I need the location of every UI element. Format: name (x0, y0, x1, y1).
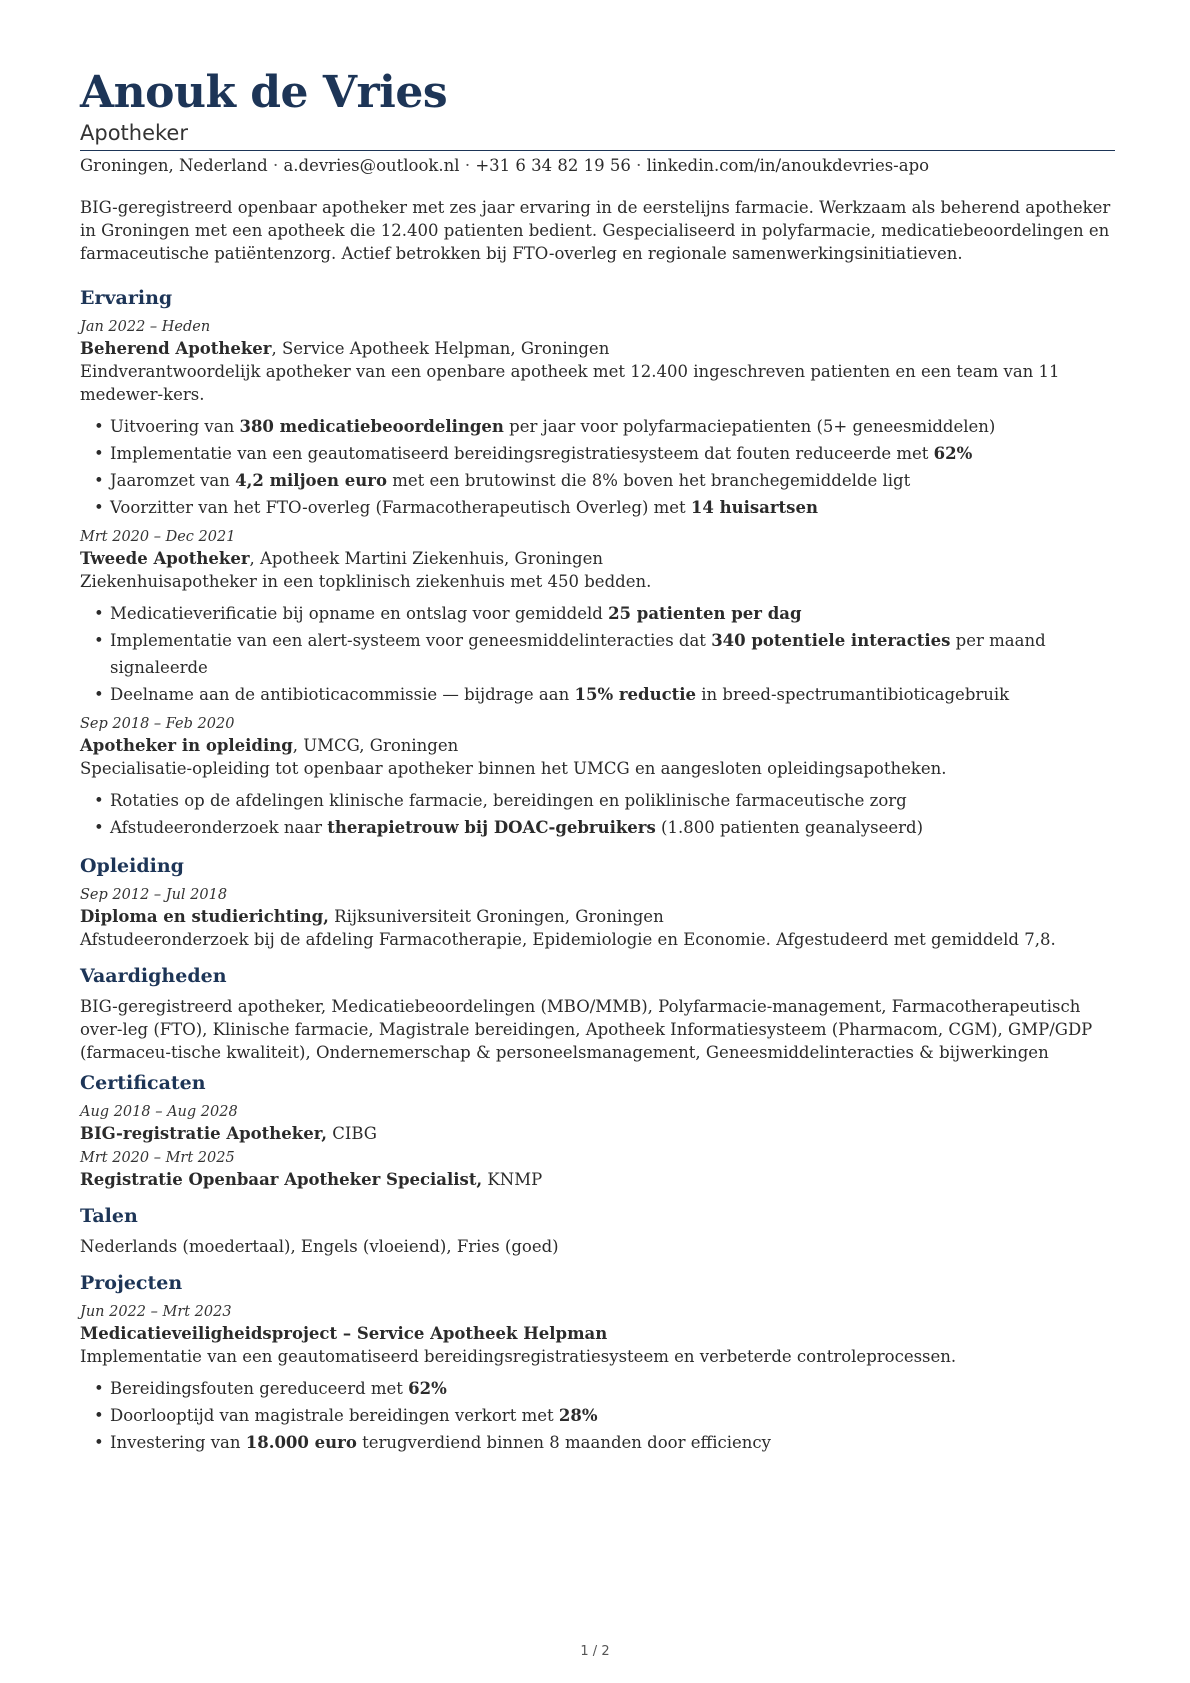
languages-section (80, 1203, 1115, 1258)
certificate-date: Mrt 2020 – Mrt 2025 (80, 1150, 235, 1166)
bullet-highlight: 4,2 miljoen euro (235, 471, 387, 490)
job-entry (80, 317, 1115, 521)
bullet-text: Afstudeeronderzoek naar (110, 818, 328, 837)
education-org: Rijksuniversiteit Groningen, Groningen (328, 907, 664, 926)
bullet-item (110, 627, 1115, 681)
job-bullets (80, 600, 1115, 708)
project-bullets (80, 1375, 1115, 1456)
bullet-highlight: 28% (558, 1406, 598, 1425)
contact-separator: · (464, 156, 471, 175)
education-title: Diploma en studierichting, (80, 907, 329, 926)
certificate-issuer: KNMP (482, 1170, 543, 1189)
bullet-item (110, 494, 1115, 521)
job-title-line (80, 734, 1115, 757)
job-org: , Service Apotheek Helpman, Groningen (271, 339, 610, 358)
bullet-highlight: 14 huisartsen (690, 498, 818, 517)
bullet-text: Investering van (110, 1433, 246, 1452)
certificate-issuer: CIBG (326, 1124, 377, 1143)
bullet-text: Implementatie van een alert-systeem voor geneesmiddelinteracties dat (110, 631, 712, 650)
contact-separator: · (636, 156, 642, 175)
bullet-text: Rotaties op de afdelingen klinische farmacie, bereidingen en poliklinische farmaceutische zorg (110, 791, 907, 810)
project-description: Implementatie van een geautomatiseerd bereidingsregistratiesysteem en verbeterde controleprocessen. (80, 1347, 957, 1366)
project-title: Medicatieveiligheidsproject – Service Apotheek Helpman (80, 1324, 608, 1343)
project-title-line (80, 1322, 1115, 1345)
bullet-highlight: 340 potentiele interacties (711, 631, 951, 650)
candidate-name: Anouk de Vries (80, 67, 448, 118)
bullet-text: Deelname aan de antibioticacommissie — bijdrage aan (110, 685, 575, 704)
job-title-line (80, 337, 1115, 360)
bullet-text: Bereidingsfouten gereduceerd met (110, 1379, 409, 1398)
job-date: Jan 2022 – Heden (80, 319, 211, 335)
contact-phone: +31 6 34 82 19 56 (475, 156, 631, 175)
contact-linkedin[interactable]: linkedin.com/in/anoukdevries-apo (646, 156, 930, 175)
candidate-role: Apotheker (80, 121, 188, 145)
bullet-text: Uitvoering van (110, 417, 240, 436)
bullet-text: (1.800 patienten geanalyseerd) (655, 818, 924, 837)
bullet-item (110, 1429, 1115, 1456)
header-divider (80, 150, 1115, 151)
bullet-text: terugverdiend binnen 8 maanden door efficiency (356, 1433, 771, 1452)
certificate-title: Registratie Openbaar Apotheker Specialist, (80, 1170, 483, 1189)
education-section (80, 853, 1115, 951)
bullet-text: Implementatie van een geautomatiseerd bereidingsregistratiesysteem dat fouten reduceerde met (110, 444, 934, 463)
bullet-highlight: 62% (933, 444, 973, 463)
bullet-highlight: 62% (408, 1379, 447, 1398)
languages-list: Nederlands (moedertaal), Engels (vloeiend), Fries (goed) (80, 1237, 559, 1256)
section-heading-experience: Ervaring (80, 287, 173, 309)
bullet-text: in breed-spectrumantibioticagebruik (696, 685, 1010, 704)
certificate-date: Aug 2018 – Aug 2028 (80, 1104, 238, 1120)
project-date: Jun 2022 – Mrt 2023 (80, 1304, 232, 1320)
projects-section (80, 1270, 1115, 1456)
bullet-text: Medicatieverificatie bij opname en ontslag voor gemiddeld (110, 604, 609, 623)
profile-summary: BIG-geregistreerd openbaar apotheker met zes jaar ervaring in de eerstelijns farmacie. Werkzaam als beherend apotheker in Groningen met een apotheek die 12.400 patienten bedient. Gespecialiseerd in polyfarmacie, medicatiebeoordelingen en farmaceutische patiëntenzorg. Actief betrokken bij FTO-overleg en regionale samenwerkingsinitiatieven. (80, 198, 1111, 263)
job-title: Beherend Apotheker (80, 339, 272, 358)
contact-line (80, 155, 1115, 177)
section-heading-skills: Vaardigheden (80, 965, 227, 987)
bullet-item (110, 440, 1115, 467)
education-title-line (80, 905, 1115, 928)
bullet-item (110, 413, 1115, 440)
section-heading-education: Opleiding (80, 855, 184, 877)
certificate-entry (80, 1102, 1115, 1145)
section-heading-languages: Talen (80, 1205, 138, 1227)
job-entry (80, 527, 1115, 708)
bullet-item (110, 467, 1115, 494)
job-title: Tweede Apotheker (80, 549, 250, 568)
job-entry (80, 714, 1115, 841)
contact-email[interactable]: a.devries@outlook.nl (283, 156, 460, 175)
bullet-highlight: 25 patienten per dag (608, 604, 802, 623)
job-bullets (80, 413, 1115, 521)
certificate-title-line (80, 1168, 1115, 1191)
job-description: Specialisatie-opleiding tot openbaar apotheker binnen het UMCG en aangesloten opleidingsapotheken. (80, 759, 947, 778)
certificates-section (80, 1070, 1115, 1191)
bullet-highlight: 380 medicatiebeoordelingen (239, 417, 504, 436)
education-date: Sep 2012 – Jul 2018 (80, 887, 228, 903)
job-title: Apotheker in opleiding (80, 736, 293, 755)
bullet-highlight: therapietrouw bij DOAC-gebruikers (327, 818, 656, 837)
bullet-text: Voorzitter van het FTO-overleg (Farmacotherapeutisch Overleg) met (110, 498, 691, 517)
section-heading-projects: Projecten (80, 1272, 183, 1294)
contact-location: Groningen, Nederland (80, 156, 268, 175)
bullet-item (110, 1402, 1115, 1429)
education-description: Afstudeeronderzoek bij de afdeling Farmacotherapie, Epidemiologie en Economie. Afgestudeerd met gemiddeld 7,8. (80, 930, 1056, 949)
job-description: Eindverantwoordelijk apotheker van een openbare apotheek met 12.400 ingeschreven patienten en een team van 11 medewer-kers. (80, 362, 1060, 404)
job-date: Mrt 2020 – Dec 2021 (80, 529, 236, 545)
job-org: , UMCG, Groningen (292, 736, 459, 755)
bullet-item (110, 814, 1115, 841)
skills-section (80, 963, 1115, 1064)
bullet-text: per jaar voor polyfarmaciepatienten (5+ geneesmiddelen) (503, 417, 996, 436)
bullet-item (110, 681, 1115, 708)
resume-content (80, 66, 1115, 1456)
job-title-line (80, 547, 1115, 570)
bullet-text: met een brutowinst die 8% boven het branchegemiddelde ligt (386, 471, 911, 490)
bullet-text: Jaaromzet van (110, 471, 236, 490)
certificate-title: BIG-registratie Apotheker, (80, 1124, 327, 1143)
certificate-title-line (80, 1122, 1115, 1145)
bullet-text: Doorlooptijd van magistrale bereidingen verkort met (110, 1406, 559, 1425)
job-description: Ziekenhuisapotheker in een topklinisch ziekenhuis met 450 bedden. (80, 572, 652, 591)
bullet-text: per maand signaleerde (110, 631, 1046, 677)
section-heading-certificates: Certificaten (80, 1072, 206, 1094)
bullet-highlight: 15% reductie (574, 685, 697, 704)
bullet-item (110, 1375, 1115, 1402)
job-org: , Apotheek Martini Ziekenhuis, Groningen (249, 549, 604, 568)
experience-section (80, 285, 1115, 841)
contact-separator: · (272, 156, 279, 175)
bullet-item (110, 600, 1115, 627)
job-date: Sep 2018 – Feb 2020 (80, 716, 235, 732)
skills-list: BIG-geregistreerd apotheker, Medicatiebeoordelingen (MBO/MMB), Polyfarmacie-management, Farmacotherapeutisch over-leg (FTO), Klinische farmacie, Magistrale bereidingen, Apotheek Informatiesysteem (Pharmacom, CGM), GMP/GDP (farmaceu-tische kwaliteit), Ondernemerschap & personeelsmanagement, Geneesmiddelinteracties & bijwerkingen (80, 997, 1093, 1062)
certificate-entry (80, 1148, 1115, 1191)
bullet-highlight: 18.000 euro (245, 1433, 357, 1452)
bullet-item (110, 787, 1115, 814)
job-bullets (80, 787, 1115, 841)
page-number: 1 / 2 (580, 1644, 610, 1659)
